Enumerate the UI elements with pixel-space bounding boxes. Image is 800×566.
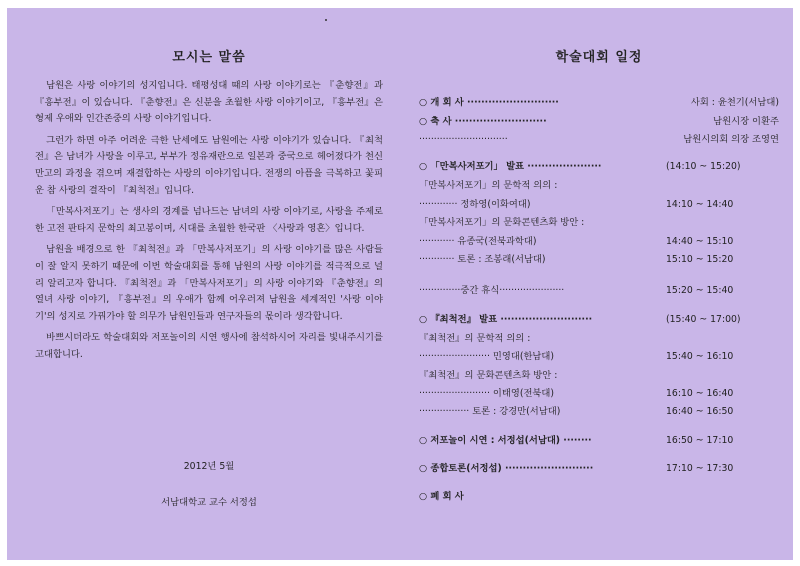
schedule-item: ······························: [419, 134, 508, 145]
schedule-row: [419, 404, 779, 420]
schedule-row: [419, 433, 779, 449]
schedule-row: [419, 461, 779, 477]
schedule-row: [419, 159, 779, 175]
schedule-row: [419, 132, 779, 148]
schedule-row: [419, 312, 779, 328]
schedule-item: 『최척전』의 문학적 의의 :: [419, 333, 531, 344]
schedule-title: 학술대회 일정: [555, 50, 643, 65]
schedule-row: [419, 114, 779, 130]
schedule-item: ○ 종합토론(서정섭) ·························: [419, 463, 594, 474]
schedule-item: ○ 폐 회 사: [419, 491, 464, 502]
invitation-sheet: [7, 8, 793, 560]
schedule-row: [419, 95, 779, 111]
schedule-person: 남원시의회 의장 조영연: [683, 134, 779, 145]
schedule-item: ○ 저포놀이 시연 : 서정섭(서남대) ········: [419, 435, 592, 446]
schedule-time: (14:10 ~ 15:20): [666, 161, 741, 172]
schedule-row: [419, 197, 779, 213]
schedule-row: [419, 215, 779, 231]
schedule-row: [419, 252, 779, 268]
schedule-item: 「만복사저포기」의 문화콘텐츠화 방안 :: [419, 217, 585, 228]
schedule-row: [419, 386, 779, 402]
schedule-row: [419, 178, 779, 194]
schedule-item: 「만복사저포기」의 문학적 의의 :: [419, 180, 558, 191]
schedule-item: ○ 개 회 사 ··························: [419, 97, 559, 108]
schedule-item: ··············중간 휴식······················: [419, 285, 565, 296]
schedule-row: [419, 349, 779, 365]
schedule-time: 17:10 ~ 17:30: [666, 463, 734, 474]
letter-signature: 서남대학교 교수 서정섭: [161, 497, 257, 508]
letter-body: [35, 78, 383, 369]
schedule-row: [419, 489, 779, 505]
schedule-person: 남원시장 이환주: [713, 116, 779, 127]
schedule-time: 15:10 ~ 15:20: [666, 254, 734, 265]
letter-paragraph: 「만복사저포기」는 생사의 경계를 넘나드는 남녀의 사랑 이야기로, 사랑을 주제로 한 고전 판타지 문학의 최고봉이며, 시대를 초월한 한국판 〈사랑과 영혼〉입니다.: [35, 206, 383, 234]
schedule-item: ············ 토론 : 조봉래(서남대): [419, 254, 546, 265]
schedule-item: ············ 유종국(전북과학대): [419, 236, 537, 247]
schedule-time: 15:40 ~ 16:10: [666, 351, 734, 362]
schedule-time: 16:50 ~ 17:10: [666, 435, 734, 446]
schedule-item: ○ 축 사 ··························: [419, 116, 547, 127]
schedule-item: ························ 민영대(한남대): [419, 351, 555, 362]
letter-paragraph: 남원을 배경으로 한 『최척전』과 「만복사저포기」의 사랑 이야기를 많은 사람들이 잘 알지 못하기 때문에 이번 학술대회를 통해 남원의 사랑 이야기를 적극적으로 널리 알리고자 합니다. 『최척전』과 「만복사저포기」의 사랑 이야기와 『춘향전』의 열녀 사랑 이야기, 『흥부전』의 우애가 함께 어우러져 남원을 세계적인 '사랑 이야기'의 성지로 가꿔가야 할 의무가 남원인들과 연구자들의 몫이라 생각합니다.: [35, 244, 383, 322]
letter-date: 2012년 5월: [183, 461, 235, 472]
schedule-time: 14:10 ~ 14:40: [666, 199, 734, 210]
schedule-item: ○ 『최척전』 발표 ··························: [419, 314, 593, 325]
schedule-item: ················· 토론 : 강경만(서남대): [419, 406, 561, 417]
schedule-item: ············· 정하영(이화여대): [419, 199, 531, 210]
schedule-time: 14:40 ~ 15:10: [666, 236, 734, 247]
schedule-item: ························ 이태영(전북대): [419, 388, 555, 399]
schedule-row: [419, 368, 779, 384]
schedule-time: 16:40 ~ 16:50: [666, 406, 734, 417]
schedule-item: ○ 「만복사저포기」 발표 ·····················: [419, 161, 602, 172]
letter-paragraph: 그런가 하면 아주 어려운 극한 난세에도 남원에는 사랑 이야기가 있습니다. 『최척전』은 남녀가 사랑을 이루고, 부부가 정유재란으로 일본과 중국으로 헤어졌다가 천신만고의 과정을 겪으며 재결합하는 사랑의 이야기입니다. 전쟁의 아픔을 극복하고 꽃피운 참 사랑의 결작이 『최척전』입니다.: [35, 134, 383, 196]
schedule-row: [419, 283, 779, 299]
schedule-time: (15:40 ~ 17:00): [666, 314, 741, 325]
schedule-row: [419, 331, 779, 347]
letter-paragraph: 남원은 사랑 이야기의 성지입니다. 태평성대 때의 사랑 이야기로는 『춘향전』과 『흥부전』이 있습니다. 『춘향전』은 신분을 초월한 사랑 이야기이고, 『흥부전』은 형제 우애와 인간존중의 사랑 이야기입니다.: [35, 80, 383, 125]
schedule-item: 『최척전』의 문화콘텐츠화 방안 :: [419, 370, 558, 381]
schedule-time: 16:10 ~ 16:40: [666, 388, 734, 399]
schedule-person: 사회 : 윤천기(서남대): [690, 97, 779, 108]
schedule-time: 15:20 ~ 15:40: [666, 285, 734, 296]
schedule-row: [419, 234, 779, 250]
speck-mark: [325, 19, 327, 21]
letter-title: 모시는 말씀: [172, 50, 246, 65]
letter-paragraph: 바쁘시더라도 학술대회와 저포놀이의 시연 행사에 참석하시어 자리를 빛내주시기를 고대합니다.: [35, 332, 383, 360]
